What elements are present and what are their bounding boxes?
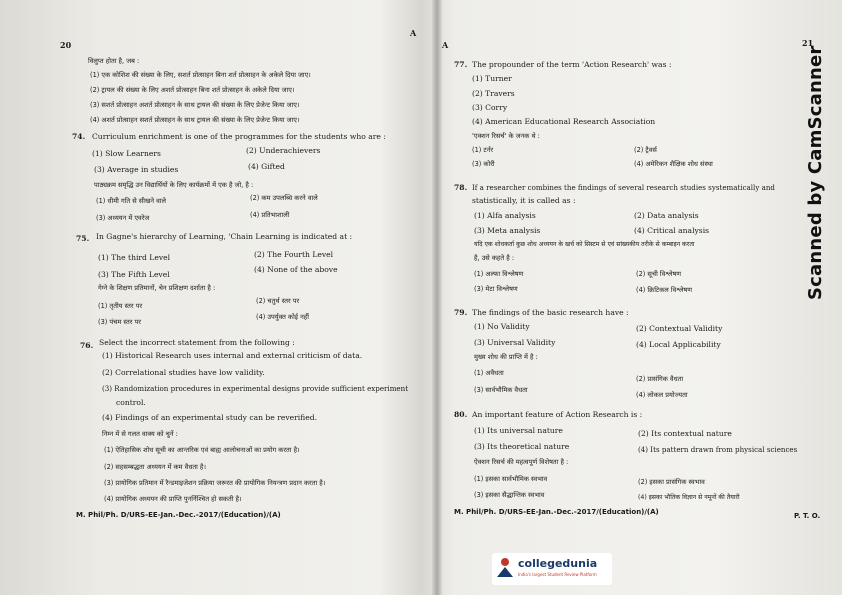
- option: (2) Travers: [472, 89, 515, 98]
- option-hindi: (3) इसका सैद्धान्तिक स्वभाव: [474, 491, 545, 499]
- question-text: Curriculum enrichment is one of the programmes for the students who are :: [92, 132, 386, 141]
- intro-option: (1) एक कोशिश की संख्या के लिए, सशर्त प्रोत्साहन बिना शर्त प्रोत्साहन के अकेले दिया जाए।: [90, 71, 311, 79]
- logo-tagline: India's largest Student Review Platform: [518, 572, 597, 577]
- question-text: The propounder of the term 'Action Research' was :: [472, 60, 672, 69]
- option: (4) American Educational Research Association: [472, 117, 656, 126]
- question-number: 78.: [454, 183, 468, 192]
- question-text-hindi: 'एक्शन रिसर्च' के जनक थे :: [472, 132, 540, 140]
- option-hindi: (2) इसका प्रासंगिक स्वभाव: [638, 478, 705, 486]
- option-hindi: (3) प्रायोगिक प्रतिमान में रैन्डमाइजेशन प्रक्रिया जरूरत की प्रायोगिक नियन्त्रण प्रदान करता है।: [104, 479, 326, 487]
- question-text: Select the incorrect statement from the following :: [99, 338, 295, 347]
- option-hindi: (3) कोरी: [472, 160, 495, 168]
- option-hindi: (1) अवैधता: [474, 369, 504, 377]
- question-number: 75.: [76, 234, 90, 243]
- option-continuation: control.: [116, 398, 146, 407]
- intro-option: (2) ट्रायल की संख्या के लिए अशर्त प्रोत्साहन बिना शर्त प्रोत्साहन के अकेले दिया जाए।: [90, 86, 295, 94]
- option: (3) Meta analysis: [474, 226, 541, 235]
- option: (2) Contextual Validity: [636, 324, 723, 333]
- question-number: 77.: [454, 60, 468, 69]
- logo-name: collegedunia: [518, 557, 598, 570]
- option-hindi: (4) लोकल प्रयोज्यता: [636, 391, 688, 399]
- series-mark: A: [442, 40, 449, 50]
- option: (3) Corry: [472, 103, 508, 112]
- option-hindi: (2) चतुर्थ स्तर पर: [256, 297, 300, 305]
- option-hindi: (4) प्रायोगिक अध्ययन की प्राप्ति पुनर्निश्चित हो सकती है।: [104, 495, 242, 503]
- question-text: An important feature of Action Research is :: [472, 410, 643, 419]
- page-footer: M. Phil/Ph. D/URS-EE-Jan.-Dec.-2017/(Education)/(A): [454, 508, 659, 516]
- option-hindi: (3) पंचम स्तर पर: [98, 318, 141, 326]
- option: (3) Its theoretical nature: [474, 442, 570, 451]
- option: (3) Randomization procedures in experimental designs provide sufficient experiment: [102, 384, 409, 393]
- option-hindi: (2) सूची विश्लेषण: [636, 270, 682, 278]
- option-hindi: (3) अध्ययन में एवरेज: [96, 214, 150, 222]
- option: (1) Alfa analysis: [474, 211, 536, 220]
- page-footer: M. Phil/Ph. D/URS-EE-Jan.-Dec.-2017/(Education)/(A): [76, 511, 281, 519]
- option: (1) Historical Research uses internal and external criticism of data.: [102, 351, 363, 360]
- option-hindi: (4) क्रिटिकल विश्लेषण: [636, 286, 693, 294]
- option-hindi: (1) ऐतिहासिक शोध सूची का आन्तरिक एवं बाह्य आलोचनाओं का प्रयोग करता है।: [104, 446, 300, 454]
- question-number: 74.: [72, 132, 86, 141]
- question-text-hindi: पाठ्यक्रम समृद्धि उन विद्यार्थियों के लिए कार्यक्रमों में एक है जो, है :: [94, 181, 254, 189]
- option-hindi: (2) सहसम्बद्धता अध्ययन में कम वैधता है।: [104, 463, 206, 471]
- option-hindi: (4) प्रतिभाशाली: [250, 211, 290, 219]
- option: (3) Average in studies: [94, 165, 179, 174]
- question-text-hindi: निम्न में से गलत वाक्य को चुनें :: [102, 430, 178, 438]
- question-text: The findings of the basic research have :: [472, 308, 629, 317]
- option: (4) Critical analysis: [634, 226, 710, 235]
- option-hindi: (1) टर्नर: [472, 146, 494, 154]
- option-hindi: (2) कम उपलब्धि करने वाले: [250, 194, 318, 202]
- option-hindi: (1) अल्फा विश्लेषण: [474, 270, 524, 278]
- option: (4) None of the above: [254, 265, 338, 274]
- option: (4) Findings of an experimental study can be reverified.: [102, 413, 317, 422]
- series-mark: A: [410, 28, 417, 38]
- page-number: 20: [60, 40, 72, 50]
- page-number: 21: [802, 38, 814, 48]
- option: (4) Its pattern drawn from physical sciences: [638, 445, 798, 454]
- option-hindi: (1) इसका सार्वभौमिक स्वभाव: [474, 475, 548, 483]
- question-text-hindi: यदि एक शोधकर्ता कुछ शोध अध्ययन के खर्च को सिस्टम से एवं सांख्यकीय तरीके से कम्बाइन करता: [474, 241, 695, 248]
- option-hindi: (2) प्रासंगिक वैधता: [636, 375, 684, 383]
- option: (1) No Validity: [474, 322, 530, 331]
- question-text: In Gagne's hierarchy of Learning, 'Chain Learning is indicated at :: [96, 232, 353, 241]
- option: (2) Correlational studies have low validity.: [102, 368, 265, 377]
- option-hindi: (4) अमेरिकन शैक्षिक शोध संस्था: [634, 160, 713, 168]
- option: (1) Slow Learners: [92, 149, 161, 158]
- option: (4) Gifted: [248, 162, 285, 171]
- question-number: 79.: [454, 308, 468, 317]
- option-hindi: (3) मेटा विश्लेषण: [474, 285, 518, 293]
- question-text-hindi: मुख्य शोध की प्राप्ति में है :: [474, 353, 538, 361]
- option-hindi: (1) तृतीय स्तर पर: [98, 302, 143, 310]
- question-text: If a researcher combines the findings of several research studies systematically and: [472, 183, 775, 192]
- option-hindi: (2) ट्रैवर्स: [634, 146, 657, 154]
- option: (2) The Fourth Level: [254, 250, 334, 259]
- collegedunia-logo-icon: [496, 557, 514, 579]
- right-page: [438, 0, 842, 595]
- question-text-hindi: ऐक्शन रिसर्च की महत्वपूर्ण विशेषता है :: [474, 458, 569, 466]
- question-text-hindi: गेग्ने के शिक्षण प्रतिमानों, चेन प्रशिक्षण दर्शाता है :: [98, 284, 216, 292]
- option-hindi: (4) उपर्युक्त कोई नहीं: [256, 313, 309, 321]
- option: (3) Universal Validity: [474, 338, 556, 347]
- option-hindi: (4) इसका भौतिक विज्ञान से नमूनों की तैयारी: [638, 494, 740, 501]
- option: (1) Its universal nature: [474, 426, 563, 435]
- question-number: 80.: [454, 410, 468, 419]
- collegedunia-logo: [492, 553, 612, 585]
- question-text-hindi-continuation: है, उसे कहते है :: [474, 254, 515, 262]
- intro-option: (3) सशर्त प्रोत्साहन अशर्त प्रोत्साहन के साथ ट्रायल की संख्या के लिए प्रेजेन्ट किया जाए।: [90, 101, 300, 109]
- camscanner-watermark: Scanned by CamScanner: [805, 45, 826, 300]
- option-hindi: (3) सार्वभौमिक वैधता: [474, 386, 528, 394]
- question-number: 76.: [80, 341, 94, 350]
- intro-option: (4) अशर्त प्रोत्साहन सशर्त प्रोत्साहन के साथ ट्रायल की संख्या के लिए प्रेजेन्ट किया जाए।: [90, 116, 300, 124]
- option-hindi: (1) धीमी गति से सीखने वाले: [96, 197, 166, 205]
- option: (4) Local Applicability: [636, 340, 721, 349]
- option: (2) Data analysis: [634, 211, 699, 220]
- pto-label: P. T. O.: [794, 512, 821, 520]
- option: (2) Its contextual nature: [638, 429, 732, 438]
- option: (2) Underachievers: [246, 146, 321, 155]
- question-text-continuation: statistically, it is called as :: [472, 196, 576, 205]
- option: (1) Turner: [472, 74, 512, 83]
- option: (3) The Fifth Level: [98, 270, 170, 279]
- intro-line: विलुप्त होता है, जब :: [88, 57, 140, 65]
- option: (1) The third Level: [98, 253, 171, 262]
